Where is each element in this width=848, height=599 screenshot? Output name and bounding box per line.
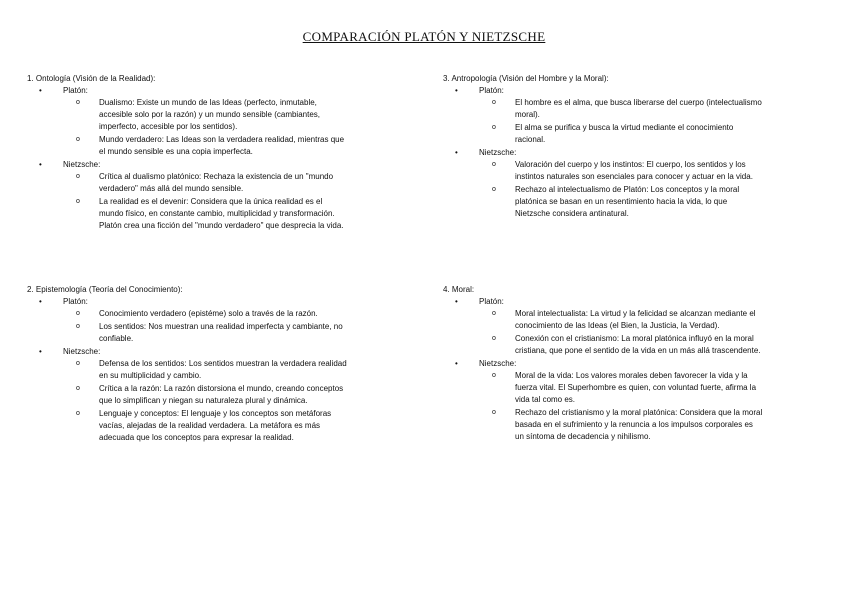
group-label-platon: • Platón: [27,296,407,308]
section-moral [443,284,823,444]
list-item: o El hombre es el alma, que busca liberarse del cuerpo (intelectualismo moral). [443,97,763,121]
list-item: o Los sentidos: Nos muestran una realidad imperfecta y cambiante, no confiable. [27,321,347,345]
list-item: o Mundo verdadero: Las Ideas son la verdadera realidad, mientras que el mundo sensible es una copia imperfecta. [27,134,347,158]
section-heading: 4. Moral: [443,285,475,294]
section-heading: 3. Antropología (Visión del Hombre y la Moral): [443,74,609,83]
list-item: o Conexión con el cristianismo: La moral platónica influyó en la moral cristiana, que pone el sentido de la vida en un más allá trascendente. [443,333,763,357]
group-label-nietzsche: • Nietzsche: [443,358,823,370]
list-item: o Lenguaje y conceptos: El lenguaje y los conceptos son metáforas vacías, alejadas de la realidad verdadera. La metáfora es más adecuada que los conceptos para expresar la realidad. [27,408,347,444]
document-title: COMPARACIÓN PLATÓN Y NIETZSCHE [302,29,546,44]
list-item: o Rechazo al intelectualismo de Platón: Los conceptos y la moral platónica se basan en un resentimiento hacia la vida, lo que Nietzsche considera antinatural. [443,184,763,220]
list-item: o Rechazo del cristianismo y la moral platónica: Considera que la moral basada en el sufrimiento y la renuncia a los impulsos corporales es un síntoma de decadencia y nihilismo. [443,407,763,443]
group-label-nietzsche: • Nietzsche: [27,159,407,171]
group-label-nietzsche: • Nietzsche: [443,147,823,159]
section-antropologia [443,73,823,221]
list-item: o Crítica al dualismo platónico: Rechaza la existencia de un "mundo verdadero" más allá del mundo sensible. [27,171,347,195]
group-label-platon: • Platón: [443,85,823,97]
list-item: o El alma se purifica y busca la virtud mediante el conocimiento racional. [443,122,763,146]
section-ontologia [27,73,407,233]
section-heading: 1. Ontología (Visión de la Realidad): [27,74,156,83]
list-item: o La realidad es el devenir: Considera que la única realidad es el mundo físico, en constante cambio, multiplicidad y transformación. Platón crea una ficción del "mundo verdadero" que desprecia la vida. [27,196,347,232]
list-item: o Moral intelectualista: La virtud y la felicidad se alcanzan mediante el conocimiento de las Ideas (el Bien, la Justicia, la Verdad). [443,308,763,332]
list-item: o Conocimiento verdadero (epistéme) solo a través de la razón. [27,308,347,320]
section-epistemologia [27,284,407,445]
group-label-nietzsche: • Nietzsche: [27,346,407,358]
list-item: o Crítica a la razón: La razón distorsiona el mundo, creando conceptos que lo simplifican y niegan su naturaleza plural y dinámica. [27,383,347,407]
list-item: o Dualismo: Existe un mundo de las Ideas (perfecto, inmutable, accesible solo por la razón) y un mundo sensible (cambiantes, imperfecto, accesible por los sentidos). [27,97,347,133]
section-heading: 2. Epistemología (Teoría del Conocimiento): [27,285,183,294]
group-label-platon: • Platón: [443,296,823,308]
list-item: o Valoración del cuerpo y los instintos: El cuerpo, los sentidos y los instintos naturales son esenciales para conocer y actuar en la vida. [443,159,763,183]
list-item: o Defensa de los sentidos: Los sentidos muestran la verdadera realidad en su multiplicidad y cambio. [27,358,347,382]
group-label-platon: • Platón: [27,85,407,97]
list-item: o Moral de la vida: Los valores morales deben favorecer la vida y la fuerza vital. El Superhombre es quien, con voluntad fuerte, afirma la vida tal como es. [443,370,763,406]
